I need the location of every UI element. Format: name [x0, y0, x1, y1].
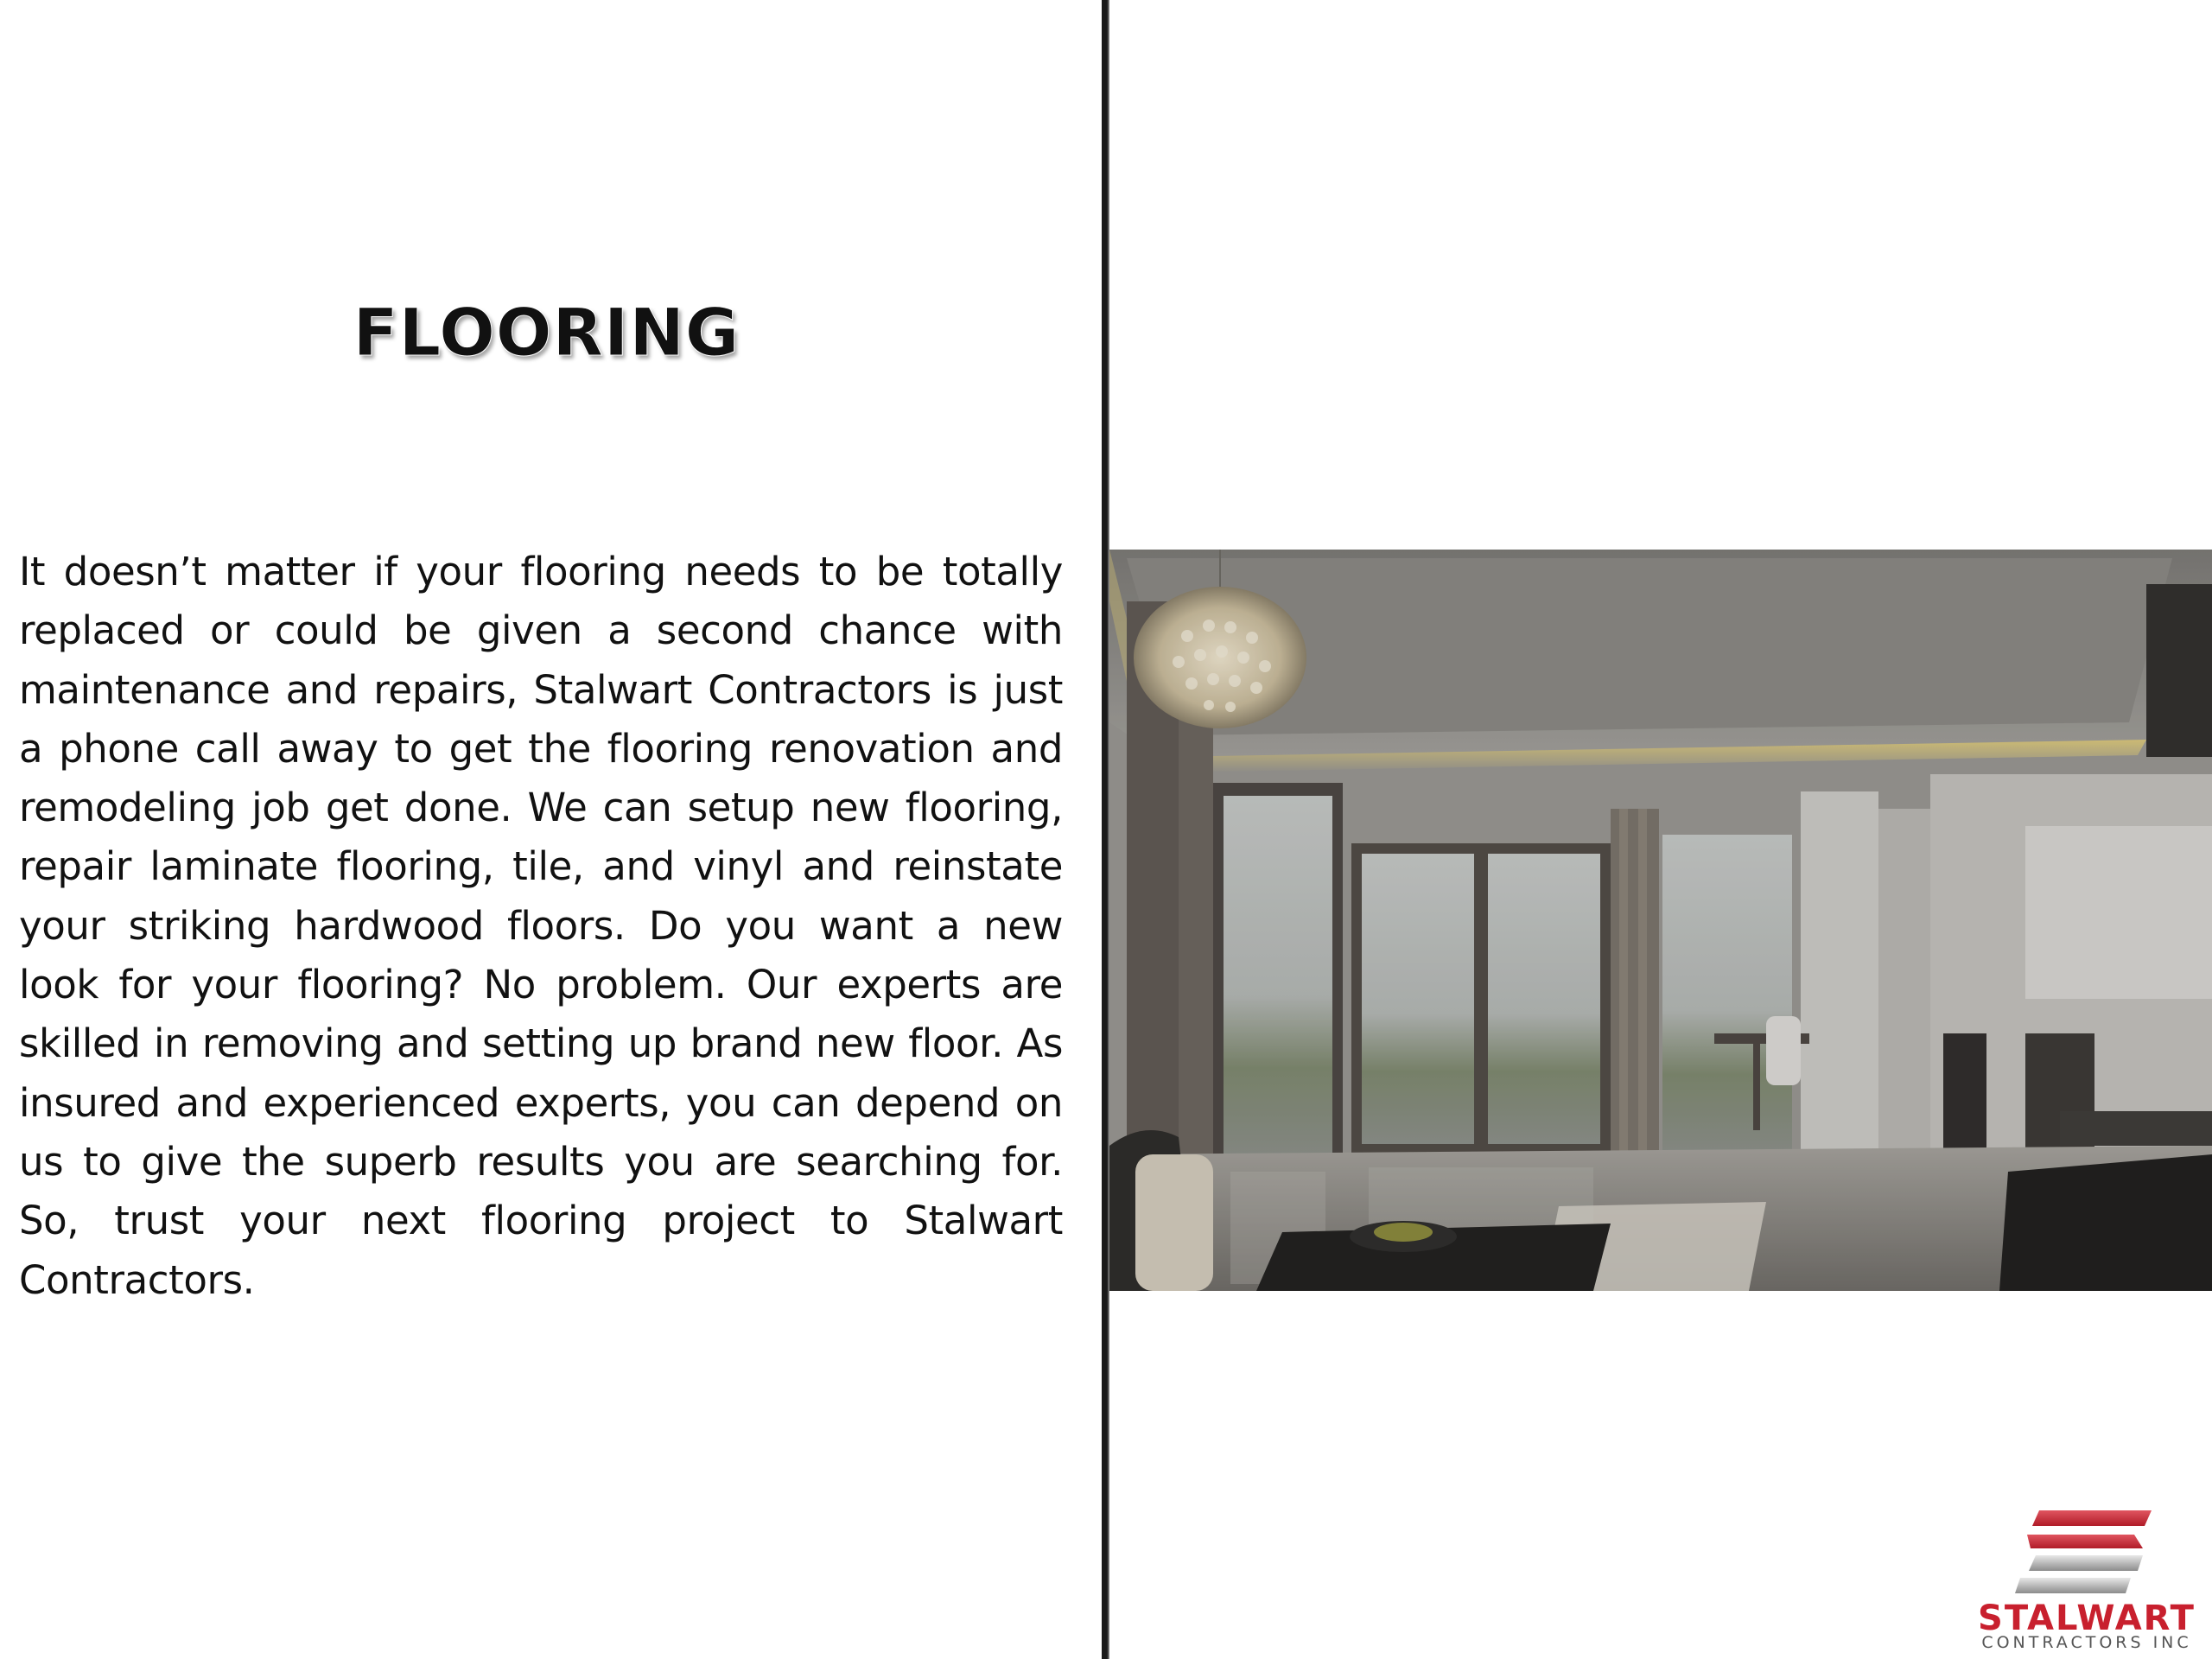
body-paragraph: It doesn’t matter if your flooring needs to be totally replaced or could be given a second chance with maintenance and repairs, Stalwart Contractors is just a phone call away to get the flooring renovation and remodeling job get done. We can setup new flooring, repair laminate flooring, tile, and vinyl and reinstate your striking hardwood floors. Do you want a new look for your flooring? No problem. Our experts are skilled in removing and setting up brand new floor. As insured and experienced experts, you can depend on us to give the superb results you are searching for. So, trust your next flooring project to Stalwart Contractors.: [19, 549, 1063, 1303]
text-panel: [0, 0, 1102, 1659]
logo-wordmark: STALWART: [1978, 1599, 2196, 1638]
stalwart-logo: [1970, 1503, 2203, 1650]
interior-photo: [1109, 550, 2212, 1291]
vertical-divider: [1102, 0, 1109, 1659]
logo-s-mark-icon: [1970, 1503, 2203, 1599]
logo-subtitle: CONTRACTORS INC: [1981, 1633, 2192, 1652]
slide-title: FLOORING: [353, 294, 741, 371]
